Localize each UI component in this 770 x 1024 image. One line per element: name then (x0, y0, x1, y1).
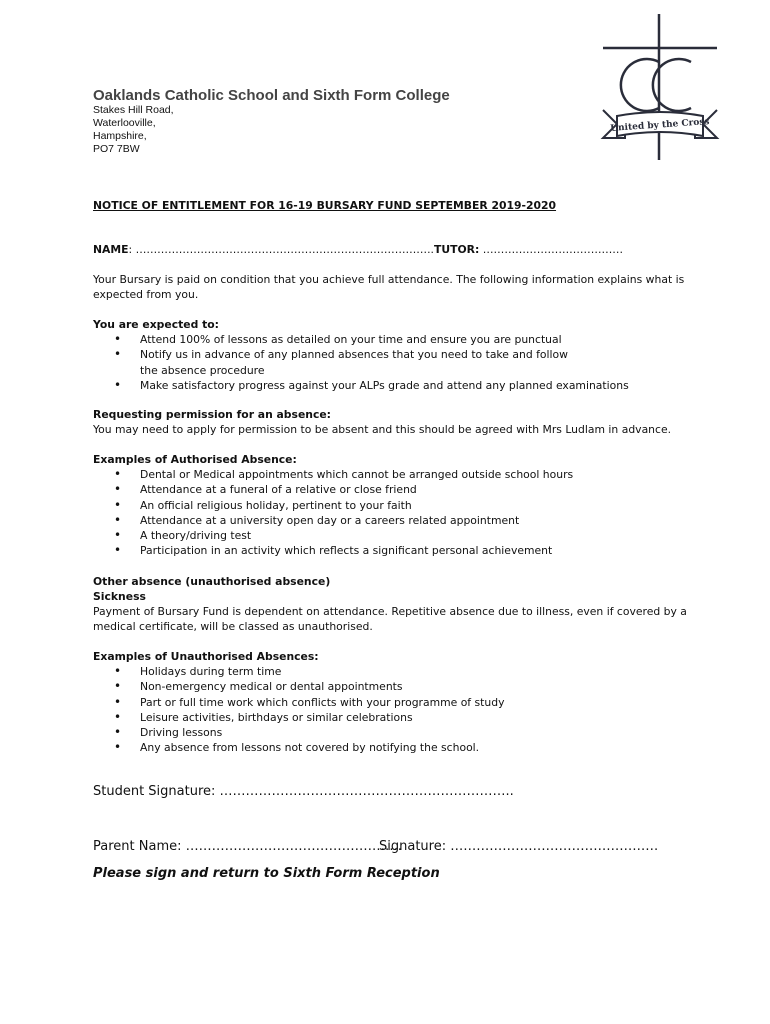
school-logo (595, 12, 725, 162)
address-line-1: Stakes Hill Road, (93, 104, 174, 116)
list-item: • Make satisfactory progress against your ALPs grade and attend any planned examinations (93, 378, 653, 393)
list-item: • Participation in an activity which reflects a significant personal achievement (93, 543, 653, 558)
name-dots: : ……………………………………………………………………….. (128, 243, 434, 256)
sickness-heading: Sickness (93, 590, 146, 603)
parent-signature-field: Signature: ………………………………………… (379, 839, 659, 854)
notice-title: NOTICE OF ENTITLEMENT FOR 16-19 BURSARY FUND SEPTEMBER 2019-2020 (93, 199, 557, 212)
unauthorised-heading: Examples of Unauthorised Absences: (93, 650, 319, 663)
return-instruction: Please sign and return to Sixth Form Reception (93, 866, 440, 881)
list-item: • Dental or Medical appointments which cannot be arranged outside school hours (93, 467, 653, 482)
list-item: • Leisure activities, birthdays or similar celebrations (93, 710, 653, 725)
authorised-list (93, 467, 653, 559)
other-absence-heading: Other absence (unauthorised absence) (93, 575, 331, 588)
intro-paragraph: Your Bursary is paid on condition that you achieve full attendance. The following information explains what is expected from you. (93, 273, 685, 302)
logo-motto: United by the Cross (609, 117, 710, 134)
list-item: • Attendance at a university open day or a careers related appointment (93, 513, 653, 528)
list-item: • An official religious holiday, pertinent to your faith (93, 498, 653, 513)
tutor-field (434, 243, 623, 256)
name-label: NAME (93, 243, 129, 256)
list-item: • A theory/driving test (93, 528, 653, 543)
list-item: • Part or full time work which conflicts with your programme of study (93, 695, 653, 710)
list-item: • Driving lessons (93, 725, 653, 740)
authorised-heading: Examples of Authorised Absence: (93, 453, 297, 466)
unauthorised-list (93, 664, 653, 756)
name-field (93, 243, 434, 256)
list-item: • Non-emergency medical or dental appointments (93, 679, 653, 694)
school-name: Oaklands Catholic School and Sixth Form College (93, 87, 450, 104)
tutor-dots: ………………………………… (479, 243, 624, 256)
address-line-3: Hampshire, (93, 130, 147, 142)
expected-list (93, 332, 653, 393)
address-line-4: PO7 7BW (93, 143, 140, 155)
tutor-label: TUTOR: (434, 243, 480, 256)
list-item: • Any absence from lessons not covered by notifying the school. (93, 740, 653, 755)
permission-heading: Requesting permission for an absence: (93, 408, 332, 421)
sickness-text: Payment of Bursary Fund is dependent on attendance. Repetitive absence due to illness, even if covered by a medical certificate, will be classed as unauthorised. (93, 605, 687, 634)
list-item: • Attendance at a funeral of a relative or close friend (93, 482, 653, 497)
list-item: • Attend 100% of lessons as detailed on your time and ensure you are punctual (93, 332, 653, 347)
permission-text: You may need to apply for permission to be absent and this should be agreed with Mrs Ludlam in advance. (93, 423, 672, 436)
expected-heading: You are expected to: (93, 318, 219, 331)
list-item: • Holidays during term time (93, 664, 653, 679)
parent-name-field: Parent Name: ………………………………………….. (93, 839, 402, 854)
list-item: • Notify us in advance of any planned absences that you need to take and follow the absence procedure (93, 347, 653, 378)
student-signature-field: Student Signature: ………………………………………………………….. (93, 784, 514, 799)
address-line-2: Waterlooville, (93, 117, 156, 129)
